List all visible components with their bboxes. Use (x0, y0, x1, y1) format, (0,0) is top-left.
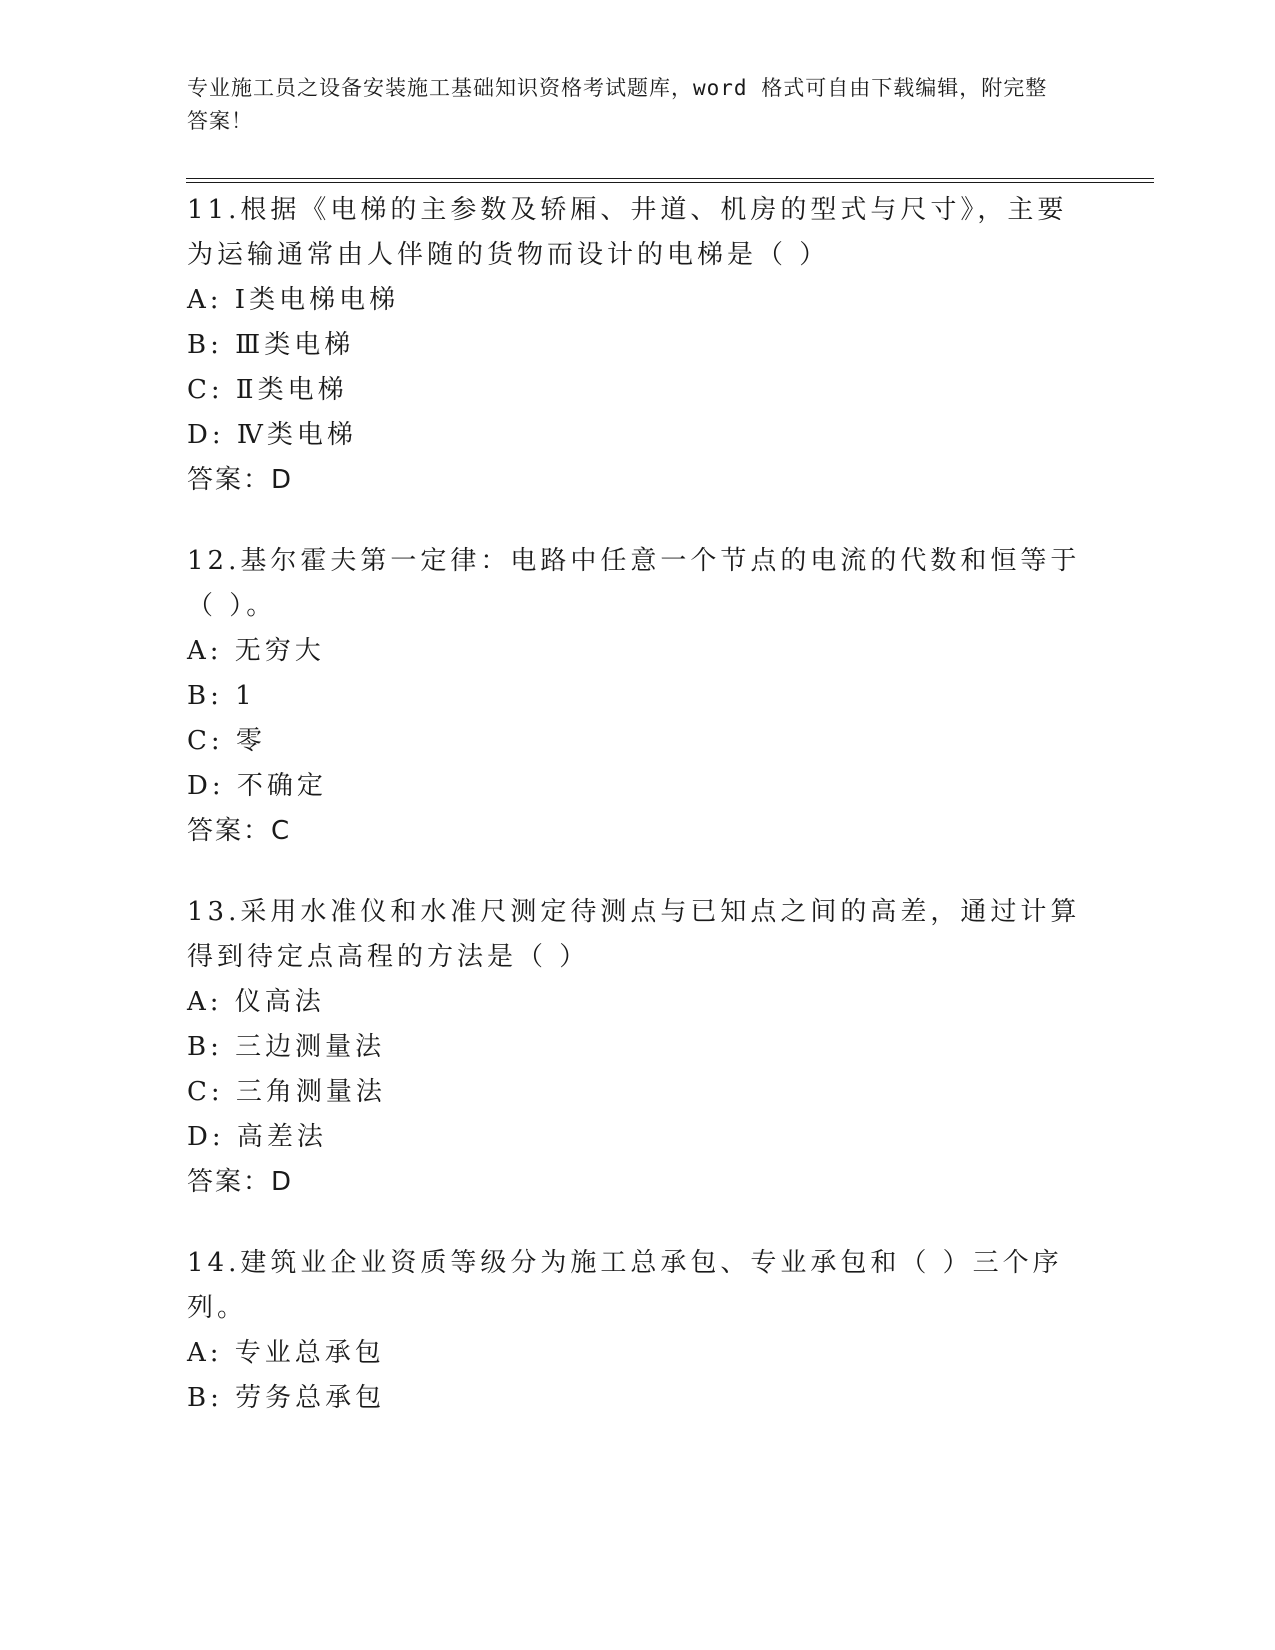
question-13 (187, 890, 1087, 1205)
option-c: C: Ⅱ类电梯 (187, 375, 348, 405)
option-d: D: 不确定 (187, 771, 327, 801)
option-c: C: 零 (187, 726, 266, 756)
option-b: B: 劳务总承包 (187, 1383, 386, 1413)
question-12 (187, 539, 1087, 854)
option-c: C: 三角测量法 (187, 1077, 386, 1107)
question-stem: 14.建筑业企业资质等级分为施工总承包、专业承包和（ ）三个序列。 (187, 1248, 1063, 1323)
question-stem: 12.基尔霍夫第一定律：电路中任意一个节点的电流的代数和恒等于（ ）。 (187, 546, 1081, 621)
question-14 (187, 1241, 1087, 1421)
document-header: 专业施工员之设备安装施工基础知识资格考试题库，word 格式可自由下载编辑，附完整答案！ (187, 76, 1048, 133)
option-b: B: 三边测量法 (187, 1032, 386, 1062)
option-a: A: 无穷大 (187, 636, 325, 666)
option-d: D: Ⅳ类电梯 (187, 420, 357, 450)
option-a: A: 专业总承包 (187, 1338, 385, 1368)
question-stem: 13.采用水准仪和水准尺测定待测点与已知点之间的高差，通过计算得到待定点高程的方法是（ ） (187, 897, 1081, 972)
option-b: B: Ⅲ类电梯 (187, 330, 355, 360)
option-a: A: 仪高法 (187, 987, 325, 1017)
answer: 答案：C (187, 816, 292, 846)
question-list (187, 188, 1087, 1457)
question-11 (187, 188, 1087, 503)
option-d: D: 高差法 (187, 1122, 327, 1152)
answer: 答案：D (187, 1167, 294, 1197)
answer: 答案：D (187, 465, 294, 495)
question-stem: 11.根据《电梯的主参数及轿厢、井道、机房的型式与尺寸》，主要为运输通常由人伴随的货物而设计的电梯是（ ） (187, 195, 1068, 270)
header-divider (186, 178, 1154, 183)
option-b: B: 1 (187, 681, 256, 711)
option-a: A: Ⅰ类电梯电梯 (187, 285, 400, 315)
